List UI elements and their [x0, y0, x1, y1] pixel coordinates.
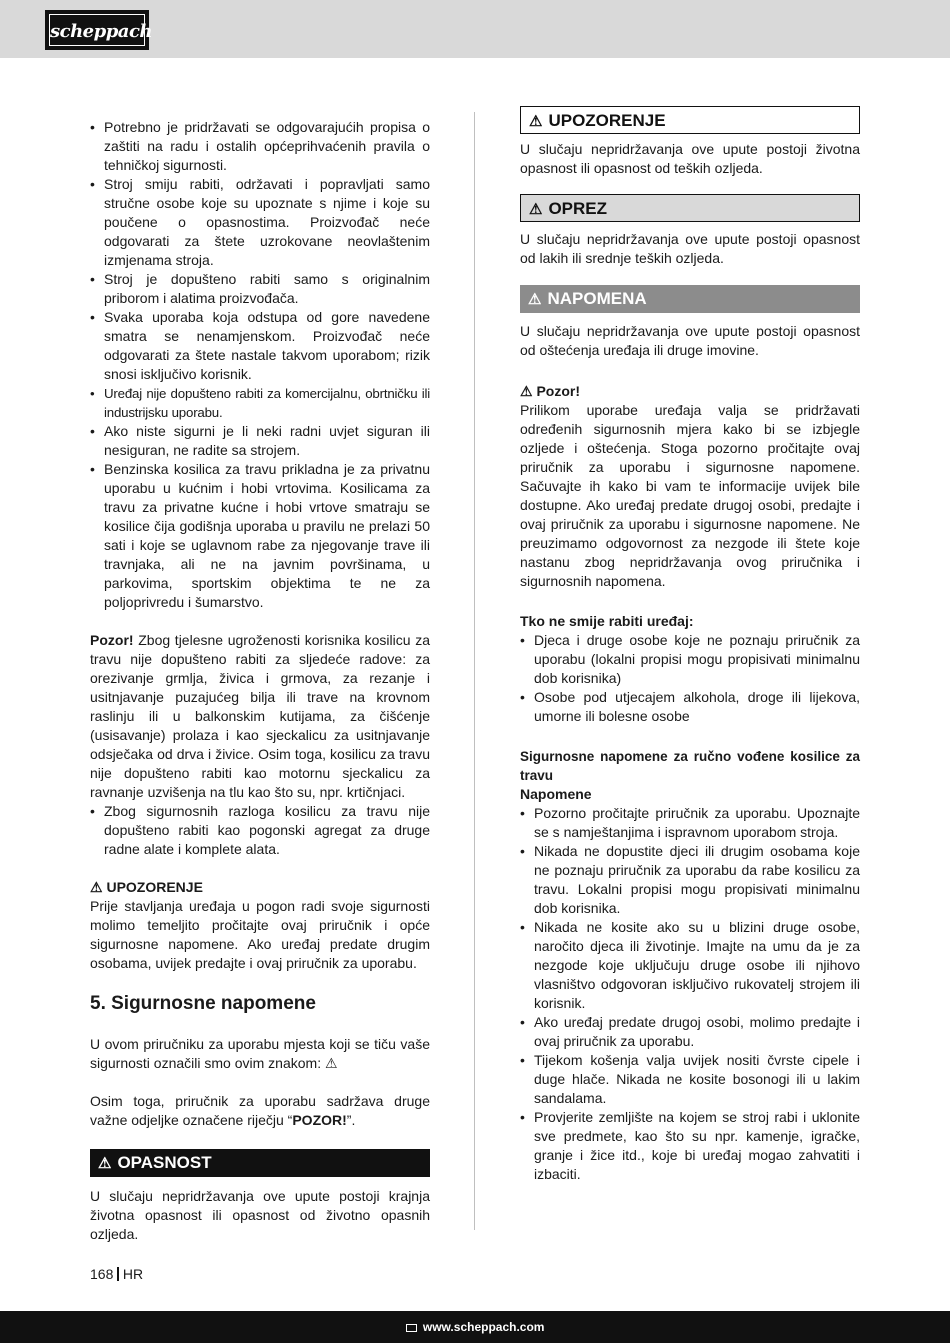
caution-paragraph: U slučaju nepridržavanja ove upute postoji opasnost od lakih ili srednje teških ozljeda. — [520, 231, 860, 266]
page-header — [0, 0, 950, 58]
notes-bullet-list — [520, 804, 860, 1184]
list-item: • Potrebno je pridržavati se odgovarajućih propisa o zaštiti na radu i ostalih općeprihvaćenih pravila o tehničkoj sigurnosti. — [90, 119, 430, 173]
danger-box: ⚠ OPASNOST — [90, 1149, 430, 1177]
warning-paragraph: Prije stavljanja uređaja u pogon radi svoje sigurnosti molimo temeljito pročitajte ovaj priručnik i opće sigurnosne napomene. Ako uređaj predate drugim osobama, uvijek predajte i ovaj priručnik za uporabu. — [90, 898, 430, 971]
intro-paragraph: U ovom priručniku za uporabu mjesta koji se tiču vaše sigurnosti označili smo ovim znakom: ⚠ — [90, 1036, 430, 1071]
brand-logo-text: scheppach — [49, 14, 145, 46]
warning-box-paragraph: U slučaju nepridržavanja ove upute postoji životna opasnost ili opasnost od teških ozljeda. — [520, 141, 860, 176]
list-item: • Nikada ne kosite ako su u blizini druge osobe, naročito djeca ili životinje. Imajte na umu da je za nezgode koje uključuju druge osobe ili njihovo vlasništvo odgovoran isključivo rukovatelj strojem ili korisnik. — [520, 919, 860, 1011]
list-item: • Tijekom košenja valja uvijek nositi čvrste cipele i duge hlače. Nikada ne kosite bosonogi ili u lakim sandalama. — [520, 1052, 860, 1106]
danger-paragraph: U slučaju nepridržavanja ove upute postoji krajnja životna opasnost ili opasnost od životno opasnih ozljeda. — [90, 1188, 430, 1242]
list-item: • Ako niste sigurni je li neki radni uvjet siguran ili nesiguran, ne radite sa strojem. — [90, 423, 430, 458]
who-heading: Tko ne smije rabiti uređaj: — [520, 613, 694, 629]
list-item: • Stroj smiju rabiti, održavati i popravljati samo stručne osobe koje su upoznate s njime i koje su poučene o opasnostima. Proizvođač neće odgovarati za štete uzrokovane neovlaštenim izmjenama stroja. — [90, 176, 430, 268]
page-number: 168 HR — [90, 1266, 144, 1282]
footer-bar — [0, 1311, 950, 1343]
warning-box: ⚠ UPOZORENJE — [520, 106, 860, 134]
misuse-bullet-list — [90, 802, 430, 859]
left-column — [90, 118, 430, 1244]
warning-heading: ⚠ UPOZORENJE — [90, 879, 203, 895]
column-divider — [474, 112, 475, 1230]
pozor-paragraph: Pozor! Zbog tjelesne ugroženosti korisnika kosilicu za travu nije dopušteno rabiti za sljedeće radove: za orezivanje grmlja, živica i grmova, za rezanje i usitnjavanje puzajućeg bilja ili trave na krovnom raslinju ili u balkonskim kutijama, za čišćenje (usisavanje) prolaza i kao sjeckalicu za usitnjavanje odsječaka od drva i živice. Osim toga, kosilicu za travu nije dopušteno rabiti kao motornu sjeckalicu za ravnanje uzvišenja na tlu kao što su, npr. krtičnjaci. — [90, 632, 430, 800]
list-item: • Djeca i druge osobe koje ne poznaju priručnik za uporabu (lokalni propisi mogu propisivati minimalnu dob korisnika) — [520, 632, 860, 686]
list-item: • Osobe pod utjecajem alkohola, droge ili lijekova, umorne ili bolesne osobe — [520, 689, 860, 724]
warning-triangle-icon: ⚠ — [324, 1055, 338, 1071]
list-item: • Pozorno pročitajte priručnik za uporabu. Upoznajte se s namještanjima i ispravnom uporabom stroja. — [520, 805, 860, 840]
section-heading: 5. Sigurnosne napomene — [90, 993, 316, 1014]
list-item: • Uređaj nije dopušteno rabiti za komercijalnu, obrtničku ili industrijsku uporabu. — [90, 386, 430, 420]
note-paragraph: U slučaju nepridržavanja ove upute postoji opasnost od oštećenja uređaja ili druge imovine. — [520, 323, 860, 358]
list-item: • Provjerite zemljište na kojem se stroj rabi i uklonite sve predmete, kao što su npr. kamenje, igračke, granje i žice itd., koje bi uređaj mogao zahvatiti i izbaciti. — [520, 1109, 860, 1182]
who-bullet-list — [520, 631, 860, 726]
note-box: ⚠ NAPOMENA — [520, 285, 860, 313]
list-item: • Zbog sigurnosnih razloga kosilicu za travu nije dopušteno rabiti kao pogonski agregat za druge radne alate i komplete alata. — [90, 803, 430, 857]
list-item: • Svaka uporaba koja odstupa od gore navedene smatra se nenamjenskom. Proizvođač neće odgovarati za štete nastale takvom uporabom; rizik snosi isključivo korisnik. — [90, 309, 430, 382]
intro-bullet-list — [90, 118, 430, 612]
safety-heading: Sigurnosne napomene za ručno vođene kosilice za travu — [520, 749, 860, 783]
brand-logo — [45, 10, 153, 50]
warning-triangle-icon: ⚠ — [529, 201, 543, 218]
notes-heading: Napomene — [520, 786, 592, 802]
pozor-label: Pozor! — [90, 632, 134, 648]
warning-triangle-icon: ⚠ — [529, 113, 543, 130]
other-sections-paragraph: Osim toga, priručnik za uporabu sadržava druge važne odjeljke označene riječju “POZOR!”. — [90, 1093, 430, 1128]
list-item: • Benzinska kosilica za travu prikladna je za privatnu uporabu u kućnim i hobi vrtovima. Kosilicama za travu za privatne kućne i hobi vrtove smatraju se kosilice čija godišnja uporaba u pravilu ne prelazi 50 sati i koje se uglavnom rabe za njegovanje trave ili travnjaka, ali ne na javnim površinama, u parkovima, sportskim objektima te ne za poljoprivredu i šumarstvo. — [90, 461, 430, 610]
pozor-paragraph: Prilikom uporabe uređaja valja se pridržavati određenih sigurnosnih mjera kako bi se izbjegle ozljede i oštećenja. Stoga pozorno pročitajte ovaj priručnik za uporabu i sigurnosne napomene. Sačuvajte ih kako bi vam te informacije uvijek bile dostupne. Ako uređaj predate drugoj osobi, predajte i ovaj priručnik za uporabu i sigurnosne napomene. Ne preuzimamo odgovornost za nezgode ili štete koje nastanu zbog nepridržavanja ovog priručnika i sigurnosnih napomena. — [520, 402, 860, 589]
list-item: • Nikada ne dopustite djeci ili drugim osobama koje ne poznaju priručnik za uporabu da rabe kosilicu za travu. Lokalni propisi mogu propisivati minimalnu dob korisnika. — [520, 843, 860, 916]
pozor-heading: ⚠ Pozor! — [520, 383, 581, 399]
list-item: • Ako uređaj predate drugoj osobi, molimo predajte i ovaj priručnik za uporabu. — [520, 1014, 860, 1049]
warning-triangle-icon: ⚠ — [90, 879, 103, 895]
caution-box: ⚠ OPREZ — [520, 194, 860, 222]
warning-triangle-icon: ⚠ — [520, 383, 533, 399]
monitor-icon — [406, 1324, 417, 1332]
right-column — [520, 106, 860, 1184]
warning-triangle-icon: ⚠ — [528, 291, 542, 308]
warning-triangle-icon: ⚠ — [98, 1155, 112, 1172]
list-item: • Stroj je dopušteno rabiti samo s originalnim priborom i alatima proizvođača. — [90, 271, 430, 306]
website-link[interactable]: www.scheppach.com — [422, 1320, 545, 1334]
